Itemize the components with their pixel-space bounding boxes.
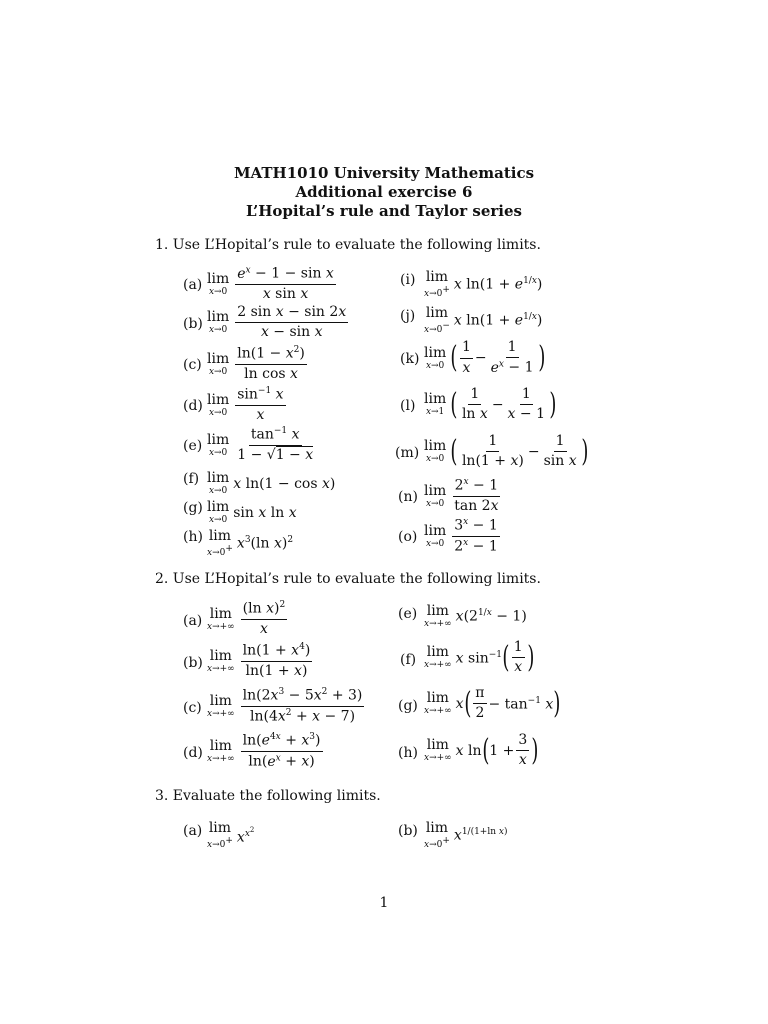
q2-label-c: (c) — [183, 700, 202, 716]
q1-label-g: (g) — [183, 500, 203, 516]
q1-label-d: (d) — [183, 398, 203, 414]
q3-expr-b: lim x→0+ $x^{1/(1+ln x)}$ — [424, 820, 508, 850]
q1-expr-c: lim x→0 $\frac{\ln(1 - x^2)}{\text{ln cos x}}$ — [207, 345, 305, 383]
q1-label-n: (n) — [398, 489, 418, 505]
question-3: 3. Evaluate the following limits. — [155, 788, 381, 804]
q3-label-b: (b) — [398, 823, 418, 839]
q1-expr-n: lim x→0 $\frac{2^x - 1}{\tan 2x}$ — [424, 477, 499, 515]
q1-label-o: (o) — [398, 529, 418, 545]
q1-expr-k: lim x→0 ( $\frac{1}{x}$ − $\frac{1}{e^x - 1}$ ) — [424, 339, 545, 377]
q2-expr-c: lim x→+∞ $\frac{\ln(2x^3 - 5x^2 + 3)}{\ln(4x^2 + x - 7)}$ — [207, 687, 363, 725]
q1-expr-o: lim x→0 $\frac{3^x - 1}{2^x - 1}$ — [424, 517, 498, 555]
q2-expr-f: lim x→+∞ x $\sin^{-1}$ ( $\frac{1}{x}$ ) — [424, 639, 535, 676]
q2-label-a: (a) — [183, 613, 203, 629]
q2-expr-d: lim x→+∞ $\frac{\ln(e^{4x} + x^3)}{\ln(e^x + x)}$ — [207, 732, 321, 770]
question-2: 2. Use L’Hopital’s rule to evaluate the following limits. — [155, 571, 541, 587]
q1-label-i: (i) — [400, 272, 416, 288]
header-course: MATH1010 University Mathematics — [233, 164, 535, 182]
header-exercise: Additional exercise 6 — [295, 183, 473, 201]
q1-expr-a: lim x→0 $\frac{e^x - 1 - \sin x}{\text{x sin x}}$ — [207, 265, 334, 303]
q1-label-k: (k) — [400, 351, 420, 367]
page-number: 1 — [379, 895, 389, 911]
q1-expr-f: lim x→0 x ln(1 − cos x) — [207, 470, 336, 496]
q2-expr-a: lim x→+∞ $\frac{(\ln x)^2}{x}$ — [207, 600, 286, 638]
q1-expr-h: lim x→0+ $x^3(\ln$ x)$^2$ — [207, 528, 294, 558]
q2-expr-g: lim x→+∞ x ( $\frac{\pi}{2}$ − $\tan^{-1} x$ ) — [424, 685, 561, 722]
q1-expr-e: lim x→0 $\frac{\tan^{-1} x}{1 - √1 - x}$ — [207, 426, 314, 464]
q2-label-g: (g) — [398, 698, 418, 714]
q1-expr-d: lim x→0 $\frac{\sin^{-1} x}{x}$ — [207, 386, 284, 424]
q1-expr-b: lim x→0 $\frac{\text{2 sin x − sin 2x}}{\text{x − sin x}}$ — [207, 304, 347, 341]
q2-label-d: (d) — [183, 745, 203, 761]
q1-label-h: (h) — [183, 529, 203, 545]
q2-expr-h: lim x→+∞ x ln ( 1 + $\frac{3}{x}$ ) — [424, 732, 539, 769]
q1-expr-l: lim x→1 ( $\frac{1}{\text{ln x}}$ − $\frac{1}{x - 1}$ ) — [424, 386, 557, 423]
q2-label-f: (f) — [400, 652, 417, 668]
q1-label-f: (f) — [183, 471, 200, 487]
q1-label-m: (m) — [395, 445, 420, 461]
q1-label-c: (c) — [183, 357, 202, 373]
q1-label-e: (e) — [183, 438, 203, 454]
q1-label-b: (b) — [183, 316, 203, 332]
q1-label-j: (j) — [400, 308, 416, 324]
q1-expr-m: lim x→0 ( $\frac{1}{\ln(1 + x)}$ − $\frac{1}{\text{sin x}}$ ) — [424, 433, 588, 470]
q1-label-a: (a) — [183, 277, 203, 293]
q2-expr-e: lim x→+∞ $x(2^{1/x} - 1)$ — [424, 603, 527, 629]
question-1: 1. Use L’Hopital’s rule to evaluate the following limits. — [155, 237, 541, 253]
q1-label-l: (l) — [400, 398, 416, 414]
q1-expr-g: lim x→0 sin x ln x — [207, 499, 297, 525]
q2-label-e: (e) — [398, 606, 418, 622]
q1-expr-i: lim x→0+ x $\ln(1 + e^{1/x})$ — [424, 269, 543, 299]
header-topic: L’Hopital’s rule and Taylor series — [246, 202, 522, 220]
q1-expr-j: lim x→0− x $\ln(1 + e^{1/x})$ — [424, 305, 543, 335]
q3-label-a: (a) — [183, 823, 203, 839]
q2-label-h: (h) — [398, 745, 418, 761]
q2-label-b: (b) — [183, 655, 203, 671]
q2-expr-b: lim x→+∞ $\frac{\ln(1 + x^4)}{\ln(1 + x)}$ — [207, 642, 311, 680]
q3-expr-a: lim x→0+ $x^{x^2}$ — [207, 820, 255, 850]
